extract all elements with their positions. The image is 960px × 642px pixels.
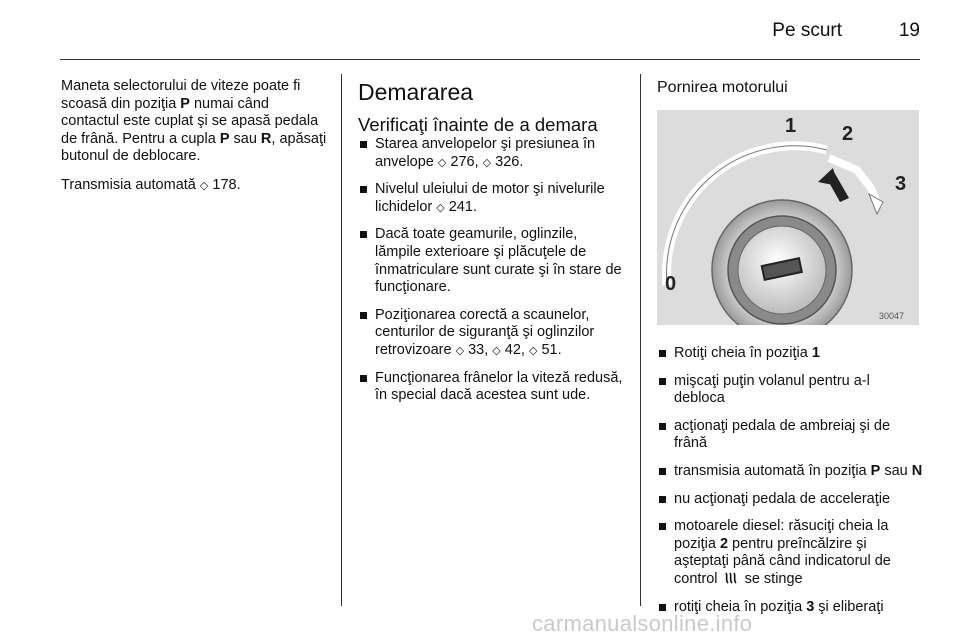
page-reference[interactable]: 42, bbox=[500, 341, 529, 358]
list-item bbox=[657, 345, 923, 363]
page-reference-icon: ◇ bbox=[482, 155, 492, 169]
section-heading: Demararea bbox=[358, 79, 474, 105]
column-divider-left bbox=[341, 74, 342, 606]
bullet-icon bbox=[659, 378, 666, 385]
text: Nivelul uleiului de motor şi nivelurile lichidelor bbox=[375, 181, 605, 215]
automatic-transmission-paragraph bbox=[61, 177, 329, 195]
page-reference-icon: ◇ bbox=[436, 200, 445, 214]
figure-code: 30047 bbox=[879, 311, 905, 321]
list-item bbox=[657, 418, 923, 453]
page-reference[interactable]: 241. bbox=[444, 198, 477, 215]
glow-plug-icon bbox=[725, 572, 738, 584]
text: numai când contactul este cuplat şi se apasă pedala de frână. Pentru a cupla bbox=[61, 95, 319, 147]
column-middle bbox=[358, 78, 626, 415]
checklist-item bbox=[358, 370, 626, 405]
subsection-heading: Pornirea motorului bbox=[657, 79, 788, 96]
bullet-icon bbox=[659, 423, 666, 430]
checklist-item bbox=[358, 307, 626, 360]
bullet-icon bbox=[360, 312, 367, 319]
bold-text: P bbox=[870, 462, 881, 479]
page-reference-icon: ◇ bbox=[528, 343, 538, 357]
page-reference[interactable]: 178. bbox=[208, 176, 241, 193]
watermark: carmanualsonline.info bbox=[532, 611, 753, 636]
position-label-3: 3 bbox=[895, 173, 907, 195]
bold-text: P bbox=[219, 130, 230, 147]
text: rotiţi cheia în poziţia bbox=[674, 598, 807, 615]
bold-text: N bbox=[911, 462, 923, 479]
checklist-item bbox=[358, 181, 626, 216]
list-item bbox=[657, 373, 923, 408]
column-divider-right bbox=[640, 74, 641, 606]
list-item bbox=[657, 518, 923, 588]
text: Starea anvelopelor şi presiunea în anvelope bbox=[375, 136, 596, 170]
bullet-icon bbox=[360, 231, 367, 238]
gear-selector-paragraph bbox=[61, 78, 329, 166]
page-reference-icon: ◇ bbox=[492, 343, 501, 357]
bold-text: 1 bbox=[811, 345, 820, 361]
list-item bbox=[657, 491, 923, 509]
text: Funcţionarea frânelor la viteză redusă, în special dacă acestea sunt ude. bbox=[375, 369, 623, 404]
subsection-heading: Verificaţi înainte de a demara bbox=[358, 114, 598, 135]
bullet-icon bbox=[659, 468, 666, 475]
text: şi eliberaţi bbox=[814, 598, 884, 615]
position-label-0: 0 bbox=[665, 273, 677, 295]
header-rule bbox=[60, 59, 920, 60]
page-reference[interactable]: 276, bbox=[446, 153, 483, 170]
list-item bbox=[657, 463, 923, 481]
text: Poziţionarea corectă a scaunelor, centurilor de siguranţă şi oglinzilor retrovizoare bbox=[375, 306, 595, 358]
page-reference-icon: ◇ bbox=[455, 343, 465, 357]
position-label-2: 2 bbox=[842, 123, 854, 145]
text: se stinge bbox=[740, 570, 803, 587]
bullet-icon bbox=[659, 523, 666, 530]
bullet-icon bbox=[360, 186, 367, 193]
column-right bbox=[657, 78, 923, 626]
bullet-icon bbox=[659, 350, 666, 357]
page-number: 19 bbox=[898, 20, 920, 41]
page-reference[interactable]: 326. bbox=[491, 153, 524, 170]
bullet-icon bbox=[659, 496, 666, 503]
text: transmisia automată în poziţia bbox=[674, 462, 871, 479]
text: acţionaţi pedala de ambreiaj şi de frână bbox=[674, 417, 891, 452]
bold-text: P bbox=[180, 95, 190, 112]
page-reference-icon: ◇ bbox=[199, 178, 209, 192]
bullet-icon bbox=[360, 141, 367, 148]
bullet-icon bbox=[360, 375, 367, 382]
text: motoarele diesel: răsuciţi cheia la poziţia bbox=[674, 518, 889, 552]
page-reference[interactable]: 33, bbox=[464, 341, 493, 358]
text: nu acţionaţi pedala de acceleraţie bbox=[674, 490, 891, 507]
checklist bbox=[358, 136, 626, 405]
bold-text: 2 bbox=[719, 535, 729, 552]
text: , apăsaţi butonul de deblocare. bbox=[61, 130, 327, 165]
text: Dacă toate geamurile, oglinzile, lămpile exterioare şi plăcuţele de înmatriculare sunt curate şi în stare de funcţionare. bbox=[375, 226, 622, 296]
text: pentru preîncălzire şi aşteptaţi până când indicatorul de control bbox=[674, 535, 891, 587]
bold-text: 3 bbox=[806, 598, 815, 615]
text: Transmisia automată bbox=[61, 176, 200, 193]
bold-text: R bbox=[260, 130, 272, 147]
text: mişcaţi puţin volanul pentru a-l debloca bbox=[674, 372, 870, 407]
position-label-1: 1 bbox=[785, 115, 797, 137]
page-reference-icon: ◇ bbox=[437, 155, 447, 169]
text: sau bbox=[880, 462, 912, 479]
text: sau bbox=[229, 130, 261, 147]
section-title: Pe scurt bbox=[772, 20, 842, 41]
page-header bbox=[0, 0, 960, 62]
text: Maneta selectorului de viteze poate fi scoasă din poziţia bbox=[61, 78, 301, 112]
page-reference[interactable]: 51. bbox=[537, 341, 562, 358]
bullet-icon bbox=[659, 604, 666, 611]
ignition-switch-svg bbox=[657, 110, 919, 325]
ignition-switch-illustration bbox=[657, 110, 919, 325]
checklist-item bbox=[358, 136, 626, 171]
checklist-item bbox=[358, 226, 626, 296]
starting-steps-list bbox=[657, 345, 923, 616]
column-left bbox=[61, 78, 329, 206]
text: Rotiţi cheia în poziţia bbox=[674, 345, 812, 361]
